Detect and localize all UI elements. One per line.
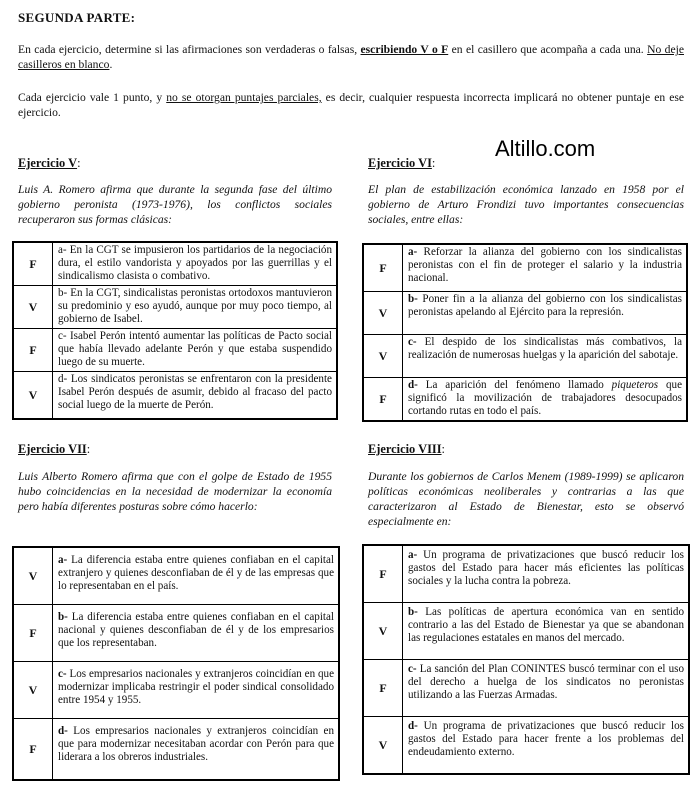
answer-cell[interactable]: V	[363, 292, 403, 335]
table-row	[363, 378, 687, 422]
statement-cell: a- Un programa de privatizaciones que buscó reducir los gastos del Estado para hacer más eficientes las políticas sociales y la lucha contra la pobreza.	[403, 545, 690, 603]
scoring-underlined: no se otorgan puntajes parciales,	[166, 91, 322, 104]
answer-cell[interactable]: V	[363, 717, 403, 775]
table-row	[363, 292, 687, 335]
table-row	[13, 547, 339, 605]
table-row	[13, 242, 337, 286]
answer-cell[interactable]: F	[363, 378, 403, 422]
exercise-5-table	[12, 241, 338, 420]
answer-cell[interactable]: V	[363, 603, 403, 660]
answer-cell[interactable]: F	[363, 244, 403, 292]
answer-cell[interactable]: F	[13, 242, 53, 286]
exercise-title-text: Ejercicio V	[18, 156, 78, 170]
table-row	[13, 605, 339, 662]
answer-cell[interactable]: F	[13, 719, 53, 781]
statement-cell: a- Reforzar la alianza del gobierno con los sindicalistas peronistas con el fin de proteger el salario y la industria nacional.	[403, 244, 688, 292]
table-row	[13, 719, 339, 781]
table-row	[13, 329, 337, 372]
exercise-7-table	[12, 546, 340, 781]
answer-cell[interactable]: V	[13, 286, 53, 329]
table-row	[13, 286, 337, 329]
exercise-7-intro: Luis Alberto Romero afirma que con el golpe de Estado de 1955 hubo coincidencias en la necesidad de modernizar la economía pero había diferentes posturas sobre cómo hacerlo:	[18, 470, 332, 513]
statement-cell: d- Los sindicatos peronistas se enfrentaron con la presidente Isabel Perón después de asumir, debido al fracaso del pacto social luego de la muerte de Perón.	[53, 372, 338, 420]
exercise-5-intro: Luis A. Romero afirma que durante la segunda fase del último gobierno peronista (1973-1976), los conflictos sociales recuperaron sus formas clásicas:	[18, 183, 332, 226]
exercise-6-table	[362, 243, 688, 422]
instructions-text: en el casillero que acompaña a cada una.	[448, 43, 648, 56]
scoring-text: Cada ejercicio vale 1 punto, y	[18, 91, 167, 104]
table-row	[363, 545, 689, 603]
statement-cell: d- Un programa de privatizaciones que buscó reducir los gastos del Estado para hacer frente a los problemas del endeudamiento externo.	[403, 717, 690, 775]
exercise-8-table	[362, 544, 690, 775]
exercise-8-title: Ejercicio VIII:	[368, 442, 445, 456]
scoring-text: es decir, cualquier respuesta incorrecta implicará no obtener puntaje en ese ejercicio.	[18, 91, 685, 119]
statement-cell: a- La diferencia estaba entre quienes confiaban en el capital extranjero y quienes desconfiaban de él y de las empresas que lo representaban en el país.	[53, 547, 340, 605]
statement-cell: c- El despido de los sindicalistas más combativos, la realización de numerosas huelgas y la aparición del sabotaje.	[403, 335, 688, 378]
exercise-title-text: Ejercicio VIII	[368, 442, 442, 456]
table-row	[13, 662, 339, 719]
statement-cell: c- Los empresarios nacionales y extranjeros coincidían en que modernizar implicaba restringir el poder sindical consolidado entre 1954 y 1955.	[53, 662, 340, 719]
answer-cell[interactable]: F	[13, 605, 53, 662]
instructions-paragraph	[18, 42, 684, 72]
table-row	[363, 335, 687, 378]
answer-cell[interactable]: F	[363, 545, 403, 603]
statement-cell: b- Poner fin a la alianza del gobierno con los sindicalistas peronistas apelando al Ejército para la represión.	[403, 292, 688, 335]
exercise-6-intro: El plan de estabilización económica lanzado en 1958 por el gobierno de Arturo Frondizi tuvo importantes consecuencias sociales, entre ellas:	[368, 183, 684, 226]
statement-cell: a- En la CGT se impusieron los partidarios de la negociación dura, el estilo vandorista y apoyados por las guerrillas y el sindicalismo clasista o combativo.	[53, 242, 338, 286]
answer-cell[interactable]: V	[13, 372, 53, 420]
statement-cell: d- Los empresarios nacionales y extranjeros coincidían en que para modernizar necesitaban acordar con Perón para que liderara a los obreros industriales.	[53, 719, 340, 781]
exercise-5-title: Ejercicio V:	[18, 156, 81, 170]
statement-cell: b- En la CGT, sindicalistas peronistas ortodoxos mantuvieron su predominio y eso ayudó, aunque por muy poco tiempo, al gobierno de Isabel.	[53, 286, 338, 329]
watermark: Altillo.com	[495, 136, 596, 161]
answer-cell[interactable]: V	[363, 335, 403, 378]
section-heading: SEGUNDA PARTE:	[18, 10, 136, 25]
exercise-7-title: Ejercicio VII:	[18, 442, 91, 456]
instructions-underlined: No deje casilleros en blanco	[18, 43, 684, 71]
instructions-text: .	[109, 58, 113, 71]
instructions-emphasis: escribiendo V o F	[360, 43, 449, 56]
exercise-8-intro: Durante los gobiernos de Carlos Menem (1989-1999) se aplicaron políticas económicas neoliberales y contrarias a las que caracterizaron al Estado de Bienestar, esto se observó especialmente en:	[368, 470, 684, 528]
statement-cell: d- La aparición del fenómeno llamado piqueteros que significó la movilización de trabajadores desocupados cortando rutas en todo el país.	[403, 378, 688, 422]
answer-cell[interactable]: V	[13, 547, 53, 605]
table-row	[363, 717, 689, 775]
statement-cell: c- Isabel Perón intentó aumentar las políticas de Pacto social que había llevado adelante Perón y que estaba suspendido luego de su muerte.	[53, 329, 338, 372]
instructions-text: En cada ejercicio, determine si las afirmaciones son verdaderas o falsas,	[18, 43, 361, 56]
answer-cell[interactable]: F	[363, 660, 403, 717]
exercise-title-text: Ejercicio VI	[368, 156, 432, 170]
answer-cell[interactable]: V	[13, 662, 53, 719]
statement-cell: b- Las políticas de apertura económica van en sentido contrario a las del Estado de Bienestar ya que se abandonan las regulaciones estatales en manos del mercado.	[403, 603, 690, 660]
exercise-title-text: Ejercicio VII	[18, 442, 87, 456]
answer-cell[interactable]: F	[13, 329, 53, 372]
table-row	[363, 660, 689, 717]
exercise-6-title: Ejercicio VI:	[368, 156, 436, 170]
statement-cell: b- La diferencia estaba entre quienes confiaban en el capital nacional y quienes desconfiaban de él y de los empresarios que los representaban.	[53, 605, 340, 662]
table-row	[363, 244, 687, 292]
table-row	[363, 603, 689, 660]
scoring-paragraph	[18, 90, 684, 120]
statement-cell: c- La sanción del Plan CONINTES buscó terminar con el uso del derecho a huelga de los sindicatos no peronistas utilizando a las Fuerzas Armadas.	[403, 660, 690, 717]
table-row	[13, 372, 337, 420]
